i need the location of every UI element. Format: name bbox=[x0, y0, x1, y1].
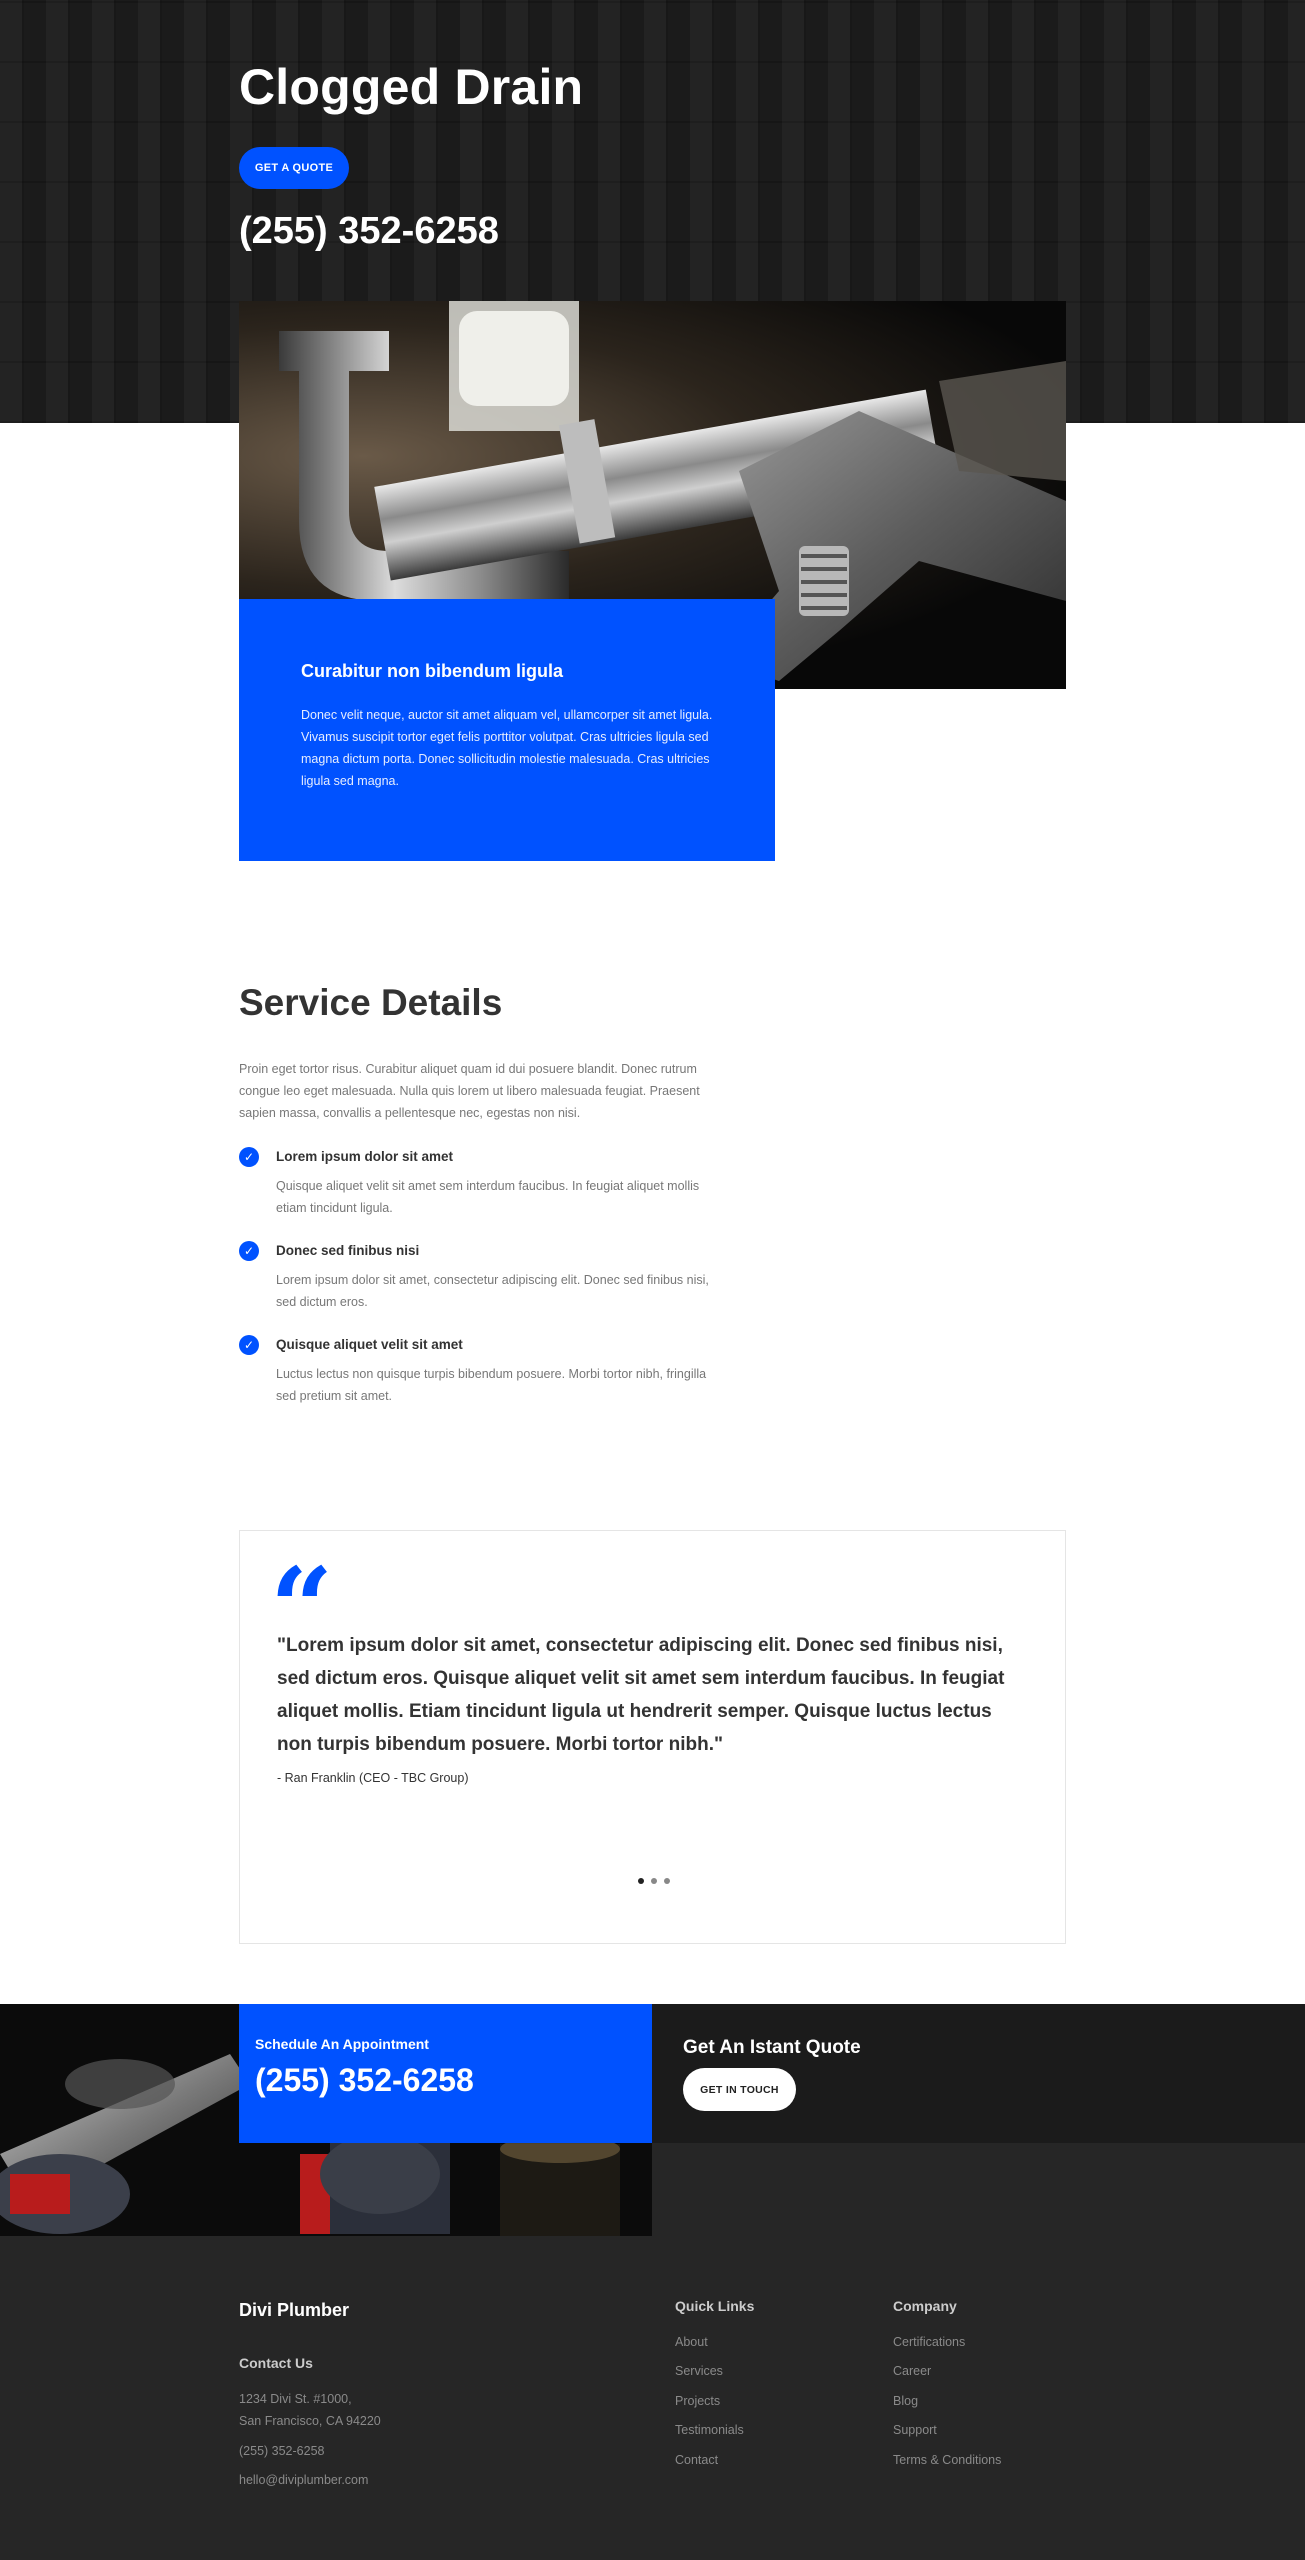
footer-link-terms[interactable]: Terms & Conditions bbox=[893, 2453, 1002, 2467]
info-card-title: Curabitur non bibendum ligula bbox=[301, 661, 563, 681]
feature-text: Quisque aliquet velit sit amet sem interdum faucibus. In feugiat aliquet mollis etiam tincidunt ligula. bbox=[276, 1179, 700, 1215]
check-circle-icon: ✓ bbox=[239, 1147, 259, 1167]
check-circle-icon: ✓ bbox=[239, 1335, 259, 1355]
feature-title: Quisque aliquet velit sit amet bbox=[276, 1337, 463, 1352]
get-in-touch-button[interactable]: GET IN TOUCH bbox=[683, 2068, 796, 2111]
get-a-quote-button[interactable]: GET A QUOTE bbox=[239, 147, 349, 189]
footer-email[interactable]: hello@diviplumber.com bbox=[239, 2473, 369, 2487]
feature-title: Donec sed finibus nisi bbox=[276, 1243, 420, 1258]
slider-dot-3[interactable] bbox=[664, 1878, 670, 1884]
feature-text: Luctus lectus non quisque turpis bibendum posuere. Morbi tortor nibh, fringilla sed pretium sit amet. bbox=[276, 1367, 707, 1403]
address-line-2: San Francisco, CA 94220 bbox=[239, 2414, 381, 2428]
feature-item bbox=[239, 1147, 759, 1219]
service-details-heading: Service Details bbox=[239, 982, 503, 1023]
footer-link-about[interactable]: About bbox=[675, 2335, 708, 2349]
service-intro: Proin eget tortor risus. Curabitur aliquet quam id dui posuere blandit. Donec rutrum congue leo eget malesuada. Nulla quis lorem ut libero malesuada feugiat. Praesent sapien massa, convallis a pellentesque nec, egestas non nisi. bbox=[239, 1062, 700, 1120]
page-title: Clogged Drain bbox=[239, 59, 584, 115]
footer-brand[interactable]: Divi Plumber bbox=[239, 2300, 350, 2320]
appointment-label: Schedule An Appointment bbox=[255, 2036, 429, 2052]
feature-text: Lorem ipsum dolor sit amet, consectetur adipiscing elit. Donec sed finibus nisi, sed dictum eros. bbox=[276, 1273, 709, 1309]
quick-links-heading: Quick Links bbox=[675, 2298, 755, 2314]
footer-link-projects[interactable]: Projects bbox=[675, 2394, 721, 2408]
footer-phone[interactable]: (255) 352-6258 bbox=[239, 2444, 325, 2458]
testimonial-text: "Lorem ipsum dolor sit amet, consectetur adipiscing elit. Donec sed finibus nisi, sed dictum eros. Quisque aliquet velit sit amet sem interdum faucibus. In feugiat aliquet mollis. Etiam tincidunt ligula ut hendrerit semper. Quisque luctus lectus non turpis bibendum posuere. Morbi tortor nibh." bbox=[277, 1635, 1005, 1755]
instant-quote-heading: Get An Istant Quote bbox=[683, 2037, 861, 2058]
feature-title: Lorem ipsum dolor sit amet bbox=[276, 1149, 454, 1164]
quote-icon: “ bbox=[270, 1543, 334, 1672]
slider-dots bbox=[638, 1878, 670, 1884]
footer-link-testimonials[interactable]: Testimonials bbox=[675, 2423, 744, 2437]
check-circle-icon: ✓ bbox=[239, 1241, 259, 1261]
feature-item bbox=[239, 1241, 759, 1313]
company-heading: Company bbox=[893, 2298, 957, 2314]
contact-heading: Contact Us bbox=[239, 2355, 313, 2371]
footer-link-blog[interactable]: Blog bbox=[893, 2394, 919, 2408]
footer-link-services[interactable]: Services bbox=[675, 2364, 723, 2378]
hero-phone[interactable]: (255) 352-6258 bbox=[239, 210, 499, 252]
testimonial-author: - Ran Franklin (CEO - TBC Group) bbox=[277, 1771, 469, 1785]
info-card-body: Donec velit neque, auctor sit amet aliquam vel, ullamcorper sit amet ligula. Vivamus suscipit tortor eget felis porttitor volutpat. Cras ultricies ligula sed magna dictum porta. Donec sollicitudin molestie malesuada. Cras ultricies ligula sed magna. bbox=[301, 708, 713, 788]
cta-appointment-panel bbox=[239, 2004, 652, 2143]
slider-dot-1[interactable] bbox=[638, 1878, 644, 1884]
footer-link-contact[interactable]: Contact bbox=[675, 2453, 719, 2467]
testimonial-card bbox=[239, 1530, 1066, 1944]
footer-link-support[interactable]: Support bbox=[893, 2423, 937, 2437]
info-card bbox=[239, 599, 775, 861]
feature-item bbox=[239, 1335, 759, 1407]
footer-link-certifications[interactable]: Certifications bbox=[893, 2335, 966, 2349]
address-line-1: 1234 Divi St. #1000, bbox=[239, 2392, 352, 2406]
slider-dot-2[interactable] bbox=[651, 1878, 657, 1884]
footer-link-career[interactable]: Career bbox=[893, 2364, 932, 2378]
appointment-phone[interactable]: (255) 352-6258 bbox=[255, 2062, 474, 2098]
